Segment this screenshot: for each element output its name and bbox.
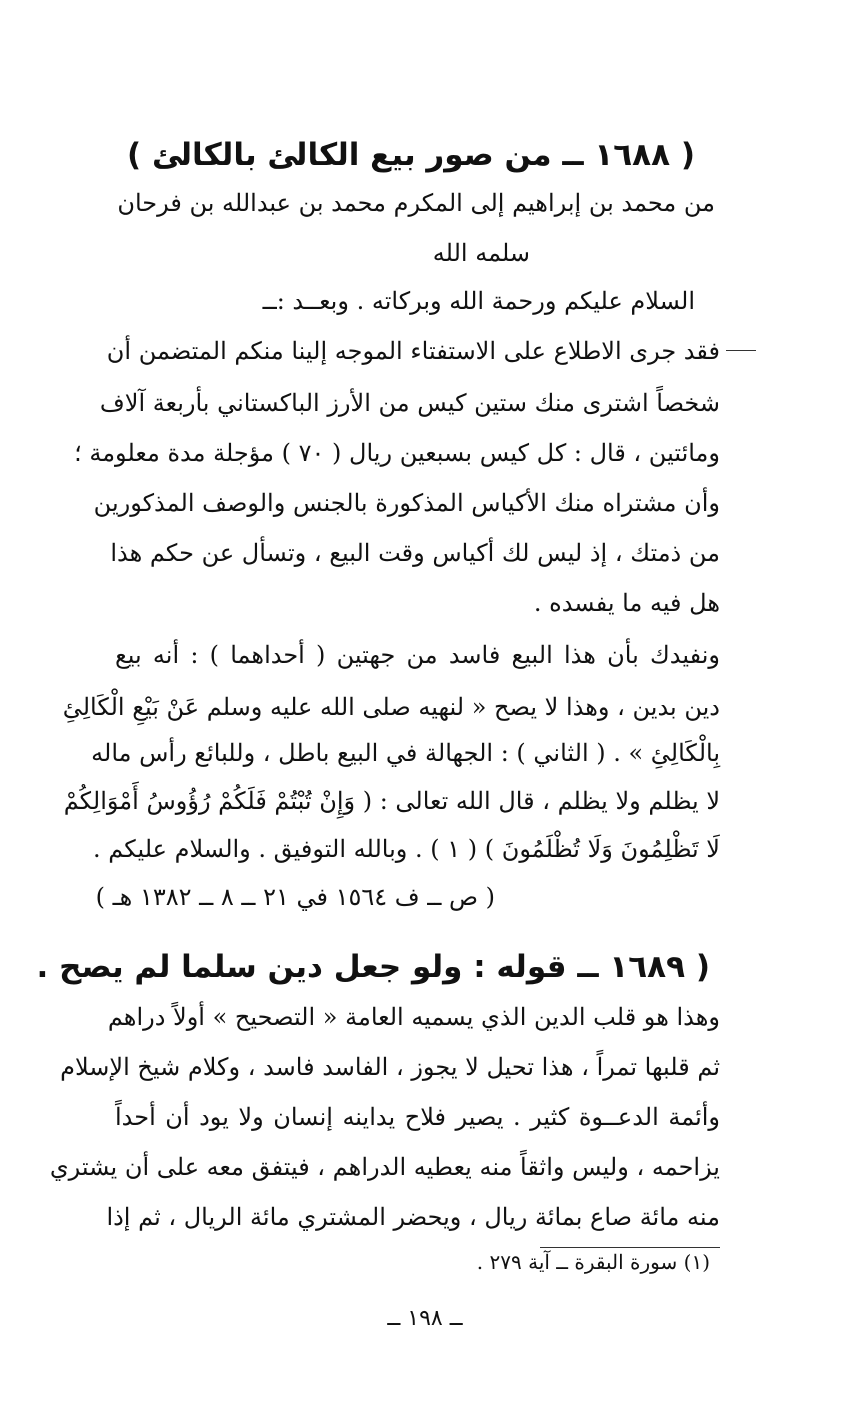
page-number: ــ ١٩٨ ــ [387, 1306, 463, 1331]
body-line: من ذمتك ، إذ ليس لك أكياس وقت البيع ، وتسأل عن حكم هذا [110, 539, 720, 567]
section-heading-1689: ( ١٦٨٩ ــ قوله : ولو جعل دين سلما لم يصح . [36, 949, 710, 985]
body-line: ثم قلبها تمراً ، هذا تحيل لا يجوز ، الفاسد فاسد ، وكلام شيخ الإسلام [60, 1053, 720, 1081]
margin-mark [726, 350, 756, 351]
body-line: يزاحمه ، وليس واثقاً منه يعطيه الدراهم ، فيتفق معه على أن يشتري [49, 1153, 720, 1181]
body-line: وهذا هو قلب الدين الذي يسميه العامة « التصحيح » أولاً دراهم [107, 1003, 720, 1031]
reference-line: ( ص ــ ف ١٥٦٤ في ٢١ ــ ٨ ــ ١٣٨٢ هـ ) [95, 883, 495, 911]
body-line: منه مائة صاع بمائة ريال ، ويحضر المشتري مائة الريال ، ثم إذا [106, 1203, 720, 1231]
address-line: من محمد بن إبراهيم إلى المكرم محمد بن عبدالله بن فرحان [117, 189, 715, 217]
footnote: (١) سورة البقرة ــ آية ٢٧٩ . [476, 1250, 710, 1274]
body-line: هل فيه ما يفسده . [533, 589, 720, 617]
section-heading-1688: ( ١٦٨٨ ــ من صور بيع الكالئ بالكالئ ) [127, 137, 695, 173]
body-line: دين بدين ، وهذا لا يصح « لنهيه صلى الله عليه وسلم عَنْ بَيْعِ الْكَالِئِ [62, 693, 720, 721]
body-line: شخصاً اشترى منك ستين كيس من الأرز الباكستاني بأربعة آلاف [99, 389, 720, 417]
body-line: فقد جرى الاطلاع على الاستفتاء الموجه إلينا منكم المتضمن أن [106, 337, 720, 365]
body-line: ومائتين ، قال : كل كيس بسبعين ريال ( ٧٠ ) مؤجلة مدة معلومة ؛ [74, 439, 720, 467]
address-line: سلمه الله [432, 239, 530, 267]
greeting-line: السلام عليكم ورحمة الله وبركاته . وبعــد :ــ [262, 287, 695, 315]
quran-verse-line: لا يظلم ولا يظلم ، قال الله تعالى : ( وَإِنْ تُبْتُمْ فَلَكُمْ رُؤُوسُ أَمْوَالِكُمْ [63, 787, 720, 815]
body-line: وأئمة الدعــوة كثير . يصير فلاح يداينه إنسان ولا يود أن أحداً [115, 1103, 720, 1131]
body-line: وأن مشتراه منك الأكياس المذكورة بالجنس والوصف المذكورين [93, 489, 720, 517]
body-line: بِالْكَالِئِ » . ( الثاني ) : الجهالة في البيع باطل ، وللبائع رأس ماله [91, 739, 720, 767]
body-line: ونفيدك بأن هذا البيع فاسد من جهتين ( أحداهما ) : أنه بيع [115, 641, 720, 669]
quran-verse-line: لَا تَظْلِمُونَ وَلَا تُظْلَمُونَ ) ( ١ ) . وبالله التوفيق . والسلام عليكم . [92, 835, 720, 863]
